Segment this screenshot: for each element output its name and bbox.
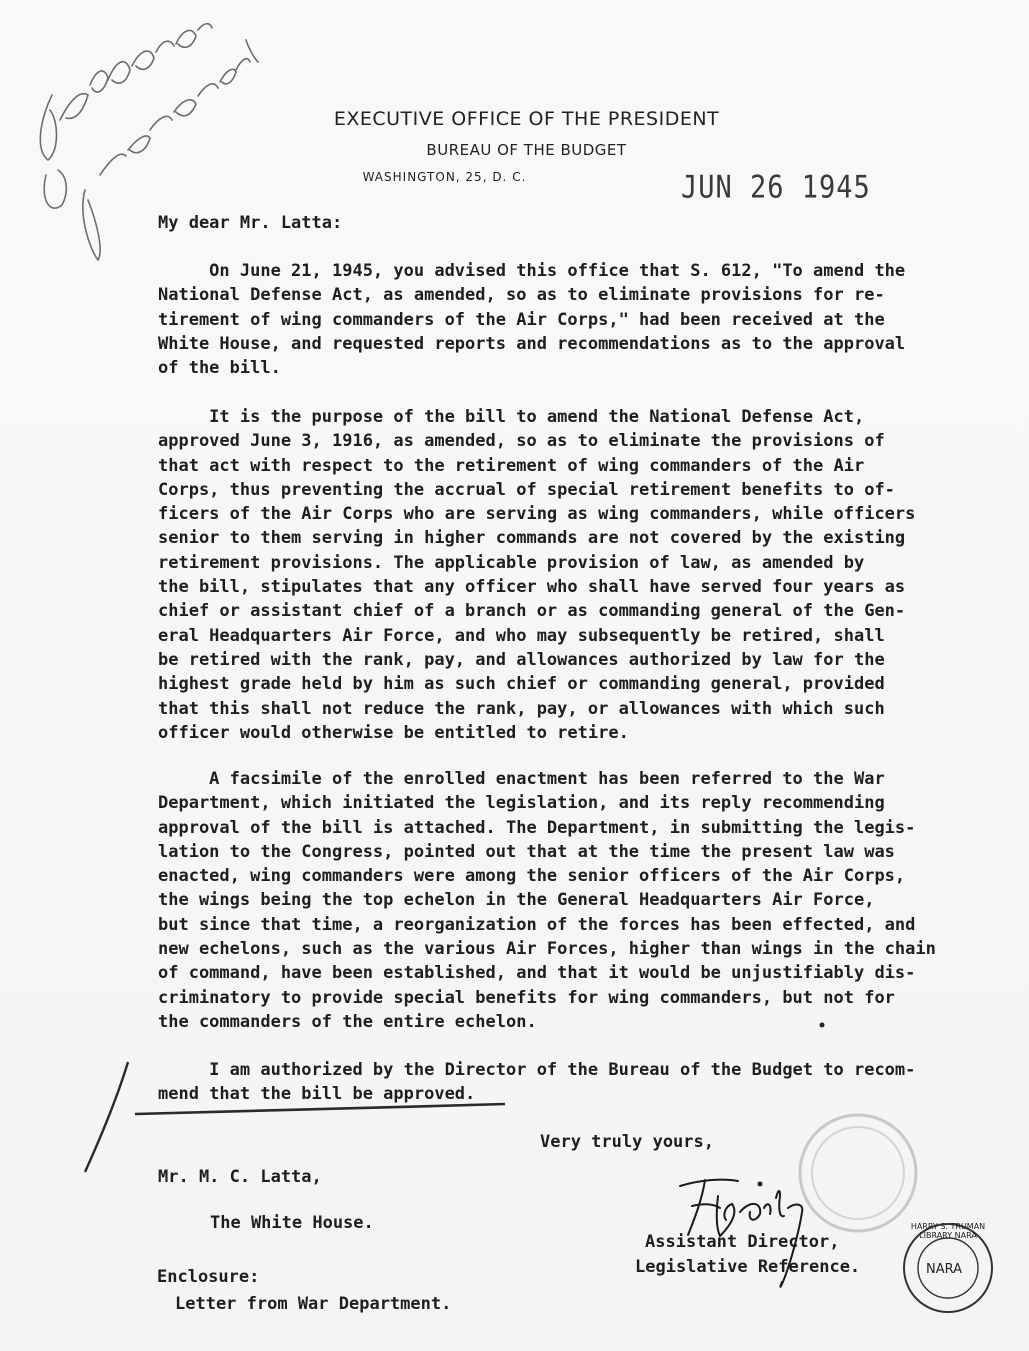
letterhead-location: WASHINGTON, 25, D. C. xyxy=(362,170,527,184)
closing: Very truly yours, xyxy=(540,1132,714,1152)
nara-seal-caption: HARRY S. TRUMAN LIBRARY NARA xyxy=(910,1222,986,1240)
addressee-place: The White House. xyxy=(210,1213,374,1233)
nara-seal-text: NARA xyxy=(926,1262,963,1277)
paragraph-4: I am authorized by the Director of the Bureau of the Budget to recom- mend that the bill be approved. xyxy=(158,1060,916,1105)
addressee-name: Mr. M. C. Latta, xyxy=(158,1167,322,1187)
enclosure-item: Letter from War Department. xyxy=(175,1294,452,1314)
letterhead-office: EXECUTIVE OFFICE OF THE PRESIDENT xyxy=(333,108,720,130)
paragraph-3: A facsimile of the enrolled enactment has been referred to the War Department, which initiated the legislation, and its reply recommending approval of the bill is attached. The Department, in submitting the legis- lation to the Congress, pointed out that at the time the present law was enacted, wing commanders were among the senior officers of the Air Corps, the wings being the top echelon in the General Headquarters Air Force, but since that time, a reorganization of the forces has been effected, and new echelons, such as the various Air Forces, higher than wings in the chain of command, have been established, and that it would be unjustifiably dis- criminatory to provide special benefits for wing commanders, but not for the commanders of the entire echelon. xyxy=(158,769,936,1032)
signer-division: Legislative Reference. xyxy=(635,1257,861,1277)
received-date-stamp: JUN 26 1945 xyxy=(681,169,871,206)
enclosure-label: Enclosure: xyxy=(157,1267,260,1287)
signer-title: Assistant Director, xyxy=(645,1232,840,1252)
salutation: My dear Mr. Latta: xyxy=(158,213,343,233)
paragraph-2: It is the purpose of the bill to amend the National Defense Act, approved June 3, 1916, as amended, so as to eliminate the provisions of that act with respect to the retirement of wing commanders of the Air Corps, thus preventing the accrual of special retirement benefits to of- ficers of the Air Corps who are serving as wing commanders, while officers senior to them serving in higher commands are not covered by the existing retirement provisions. The applicable provision of law, as amended by the bill, stipulates that any officer who shall have served four years as chief or assistant chief of a branch or as commanding general of the Gen- eral Headquarters Air Force, and who may subsequently be retired, shall be retired with the rank, pay, and allowances authorized by law for the highest grade held by him as such chief or commanding general, provided that this shall not reduce the rank, pay, or allowances with which such officer would otherwise be entitled to retire. xyxy=(158,407,916,743)
letterhead-bureau: BUREAU OF THE BUDGET xyxy=(426,141,627,159)
paragraph-1: On June 21, 1945, you advised this office that S. 612, "To amend the National Defense Act, as amended, so as to eliminate provisions for re- tirement of wing commanders of the Air Corps," had been received at the White House, and requested reports and recommendations as to the approval of the bill. xyxy=(158,261,906,379)
